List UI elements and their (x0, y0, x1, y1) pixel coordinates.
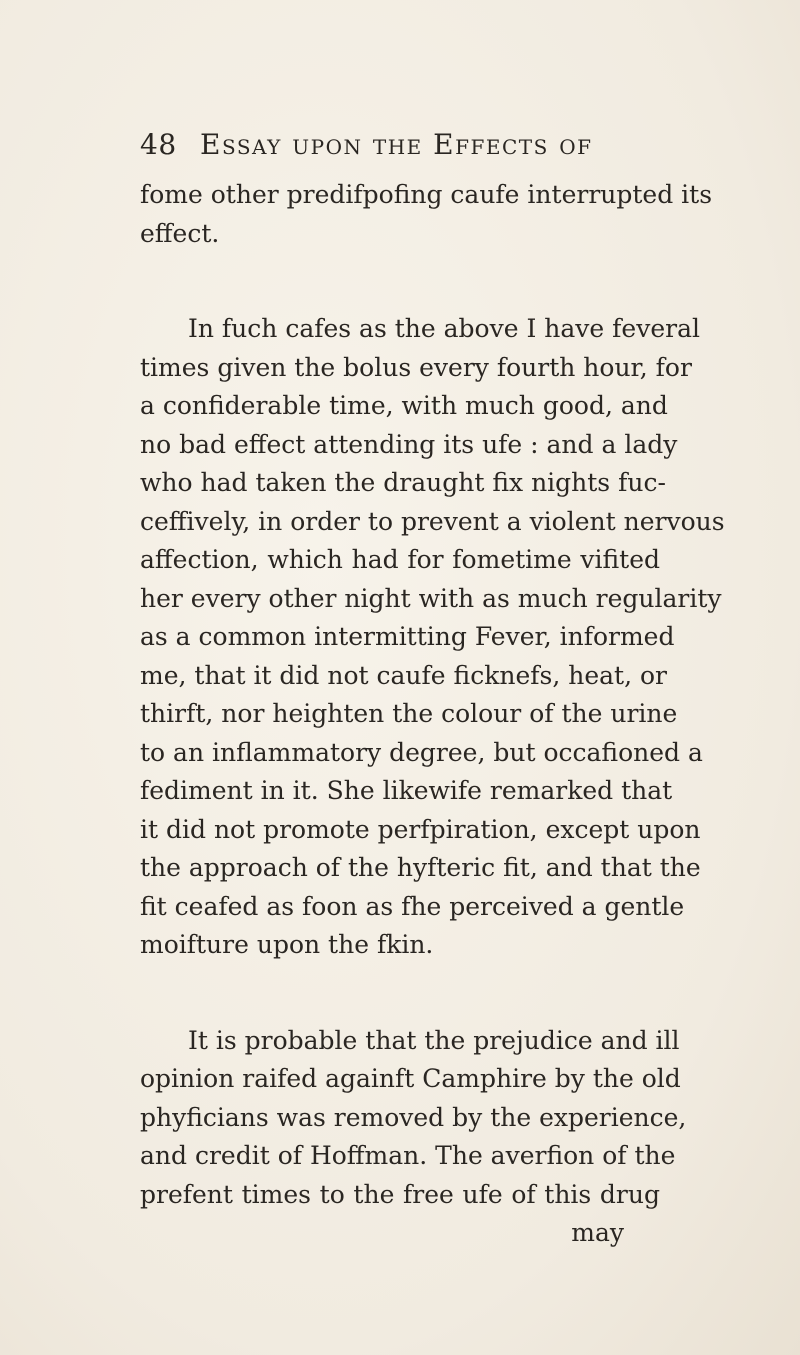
text-line: phyficians was removed by the experience, (140, 1102, 687, 1132)
text-line: a confiderable time, with much good, and (140, 391, 668, 420)
text-line: opinion raifed againft Camphire by the old (140, 1064, 681, 1093)
text-line: In fuch cafes as the above I have feveral (188, 314, 700, 343)
text-line: times given the bolus every fourth hour, for (140, 352, 692, 382)
text-line: fediment in it. She likewife remarked that (140, 776, 673, 805)
text-line: fome other predifpofing caufe interrupted its (140, 180, 713, 209)
text-line: me, that it did not caufe ficknefs, heat, or (140, 660, 667, 690)
text-line: prefent times to the free ufe of this drug (140, 1179, 660, 1209)
text-line: who had taken the draught fix nights fuc- (140, 468, 666, 497)
text-line: it did not promote perfpiration, except upon (140, 814, 701, 844)
text-line: to an inflammatory degree, but occafioned a (140, 737, 703, 767)
text-line: as a common intermitting Fever, informed (140, 622, 675, 651)
text-line: and credit of Hoffman. The averfion of the (140, 1141, 676, 1170)
text-line: ceffively, in order to prevent a violent nervous (140, 506, 725, 536)
text-line: thirft, nor heighten the colour of the urine (140, 699, 678, 728)
text-line: the approach of the hyfteric fit, and that the (140, 853, 701, 882)
body-text (140, 176, 725, 1253)
text-line: fit ceafed as foon as fhe perceived a gentle (140, 891, 685, 921)
running-title: Essay upon the Effects of (200, 128, 593, 161)
text-line: affection, which had for fometime vifited (140, 545, 660, 574)
text-line: no bad effect attending its ufe : and a lady (140, 429, 678, 459)
text-line: her every other night with as much regularity (140, 583, 722, 613)
page-header (140, 128, 660, 161)
text-line: effect. (140, 218, 220, 248)
catchword: may (571, 1218, 624, 1247)
text-line: It is probable that the prejudice and ill (188, 1025, 680, 1055)
text-line: moifture upon the fkin. (140, 930, 434, 959)
page-number: 48 (140, 128, 177, 161)
